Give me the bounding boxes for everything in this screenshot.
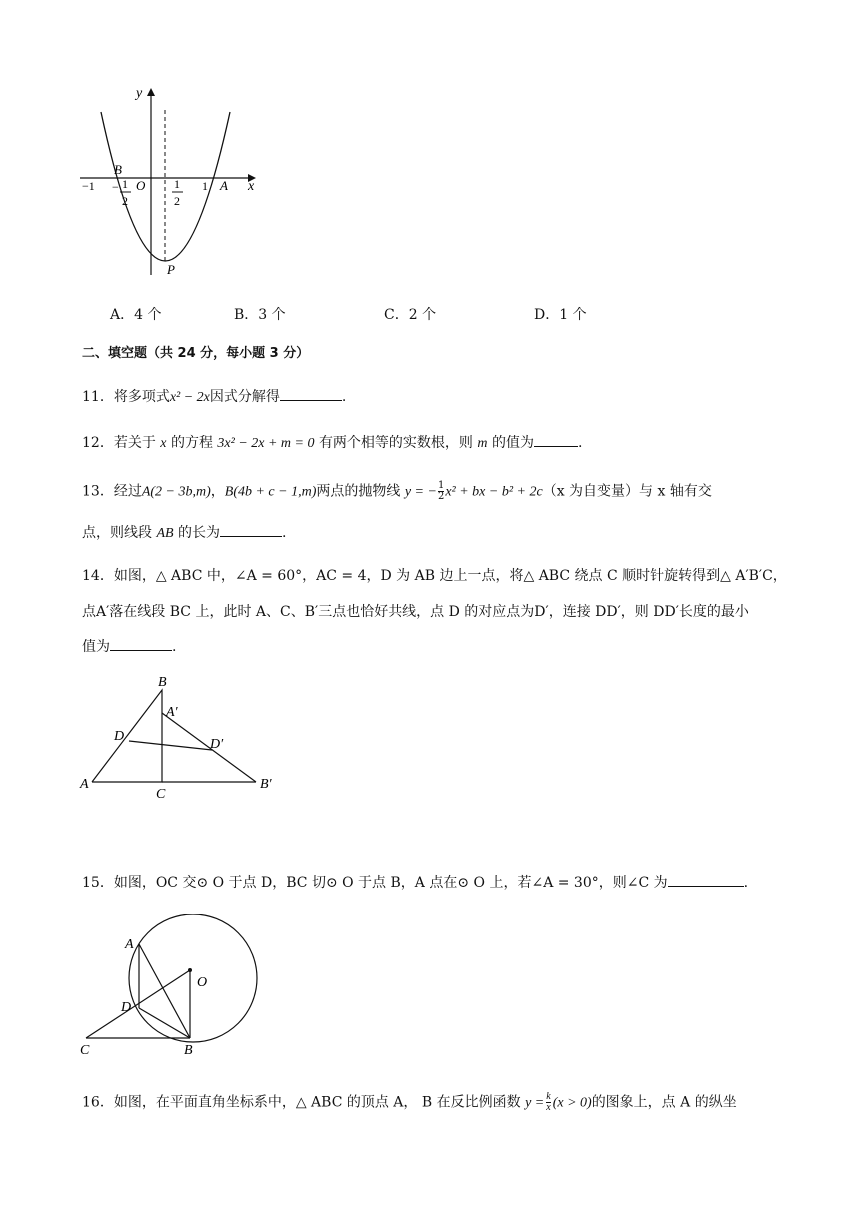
label-d: D — [121, 1000, 132, 1015]
point-p-label: P — [167, 262, 175, 277]
choice-b: B．3 个 — [234, 307, 286, 323]
tick-neg1-label: −1 — [82, 179, 95, 193]
tick-neg-half-num: 1 — [122, 177, 128, 191]
question-13-line2: 点，则线段 AB 的长为 . — [82, 522, 286, 544]
label-b: B — [184, 1043, 193, 1058]
point-b-label: B — [114, 162, 122, 177]
parabola-figure — [70, 80, 270, 280]
answer-blank-15[interactable] — [668, 872, 744, 887]
choice-c: C．2 个 — [384, 307, 437, 323]
label-c: C — [80, 1043, 90, 1058]
triangle-figure — [78, 670, 288, 805]
label-a: A — [125, 937, 134, 952]
y-axis-label: y — [136, 86, 143, 101]
question-16: 16．如图，在平面直角坐标系中，△ ABC 的顶点 A， B 在反比例函数 y = $\frac{k}{x}$ (x > 0)的图象上，点 A 的纵坐 — [82, 1091, 737, 1113]
segment-a-prime-b-prime — [162, 713, 256, 782]
answer-blank-11[interactable] — [280, 386, 342, 401]
label-o: O — [197, 975, 208, 990]
question-11: 11．将多项式x² − 2x因式分解得 . — [82, 386, 346, 408]
section-heading: 二、填空题（共 24 分，每小题 3 分） — [82, 346, 310, 361]
label-d-prime: D′ — [210, 737, 224, 752]
question-15: 15．如图，OC 交⊙ O 于点 D，BC 切⊙ O 于点 B，A 点在⊙ O 上，若∠A = 30°，则∠C 为 . — [82, 872, 748, 893]
answer-blank-13[interactable] — [220, 522, 282, 537]
question-14-line2: 点A′落在线段 BC 上，此时 A、C、B′三点也恰好共线，点 D 的对应点为D′，连接 DD′，则 DD′长度的最小 — [82, 604, 749, 620]
segment-ab — [139, 944, 190, 1038]
tick-neg-half-minus: − — [112, 180, 119, 194]
question-14-line3: 值为 . — [82, 636, 176, 657]
answer-blank-14[interactable] — [110, 636, 172, 651]
center-point-o — [188, 968, 192, 972]
question-14-line1: 14．如图，△ ABC 中，∠A = 60°，AC = 4，D 为 AB 边上一点，将△ ABC 绕点 C 顺时针旋转得到△ A′B′C， — [82, 568, 787, 584]
y-axis-arrow — [147, 88, 155, 96]
origin-label: O — [136, 178, 146, 193]
tick-1-label: 1 — [202, 179, 208, 193]
tick-half-num: 1 — [174, 177, 180, 191]
segment-d-d-prime — [129, 741, 212, 750]
label-d: D — [114, 729, 125, 744]
tick-half-den: 2 — [174, 194, 180, 208]
circle-o — [129, 914, 257, 1042]
label-a: A — [80, 777, 89, 792]
label-c: C — [156, 787, 166, 802]
question-12: 12．若关于 x 的方程 3x² − 2x + m = 0 有两个相等的实数根，则 m 的值为 . — [82, 432, 582, 454]
triangle-abc — [92, 690, 162, 782]
x-axis-label: x — [248, 179, 255, 194]
label-b: B — [158, 675, 167, 690]
segment-co — [86, 970, 190, 1038]
label-b-prime: B′ — [260, 777, 272, 792]
choice-a: A．4 个 — [110, 307, 162, 323]
point-a-label: A — [220, 178, 228, 193]
question-13-line1: 13．经过A(2 − 3b,m)，B(4b + c − 1,m)两点的抛物线 y = − $\frac{1}{2}$ x² + bx − b² + 2c（x 为自变量）与 x 轴有交 — [82, 480, 712, 502]
tick-neg-half-den: 2 — [122, 194, 128, 208]
choice-d: D．1 个 — [534, 307, 587, 323]
label-a-prime: A′ — [166, 705, 178, 720]
circle-figure — [76, 914, 276, 1059]
answer-blank-12[interactable] — [534, 432, 578, 447]
